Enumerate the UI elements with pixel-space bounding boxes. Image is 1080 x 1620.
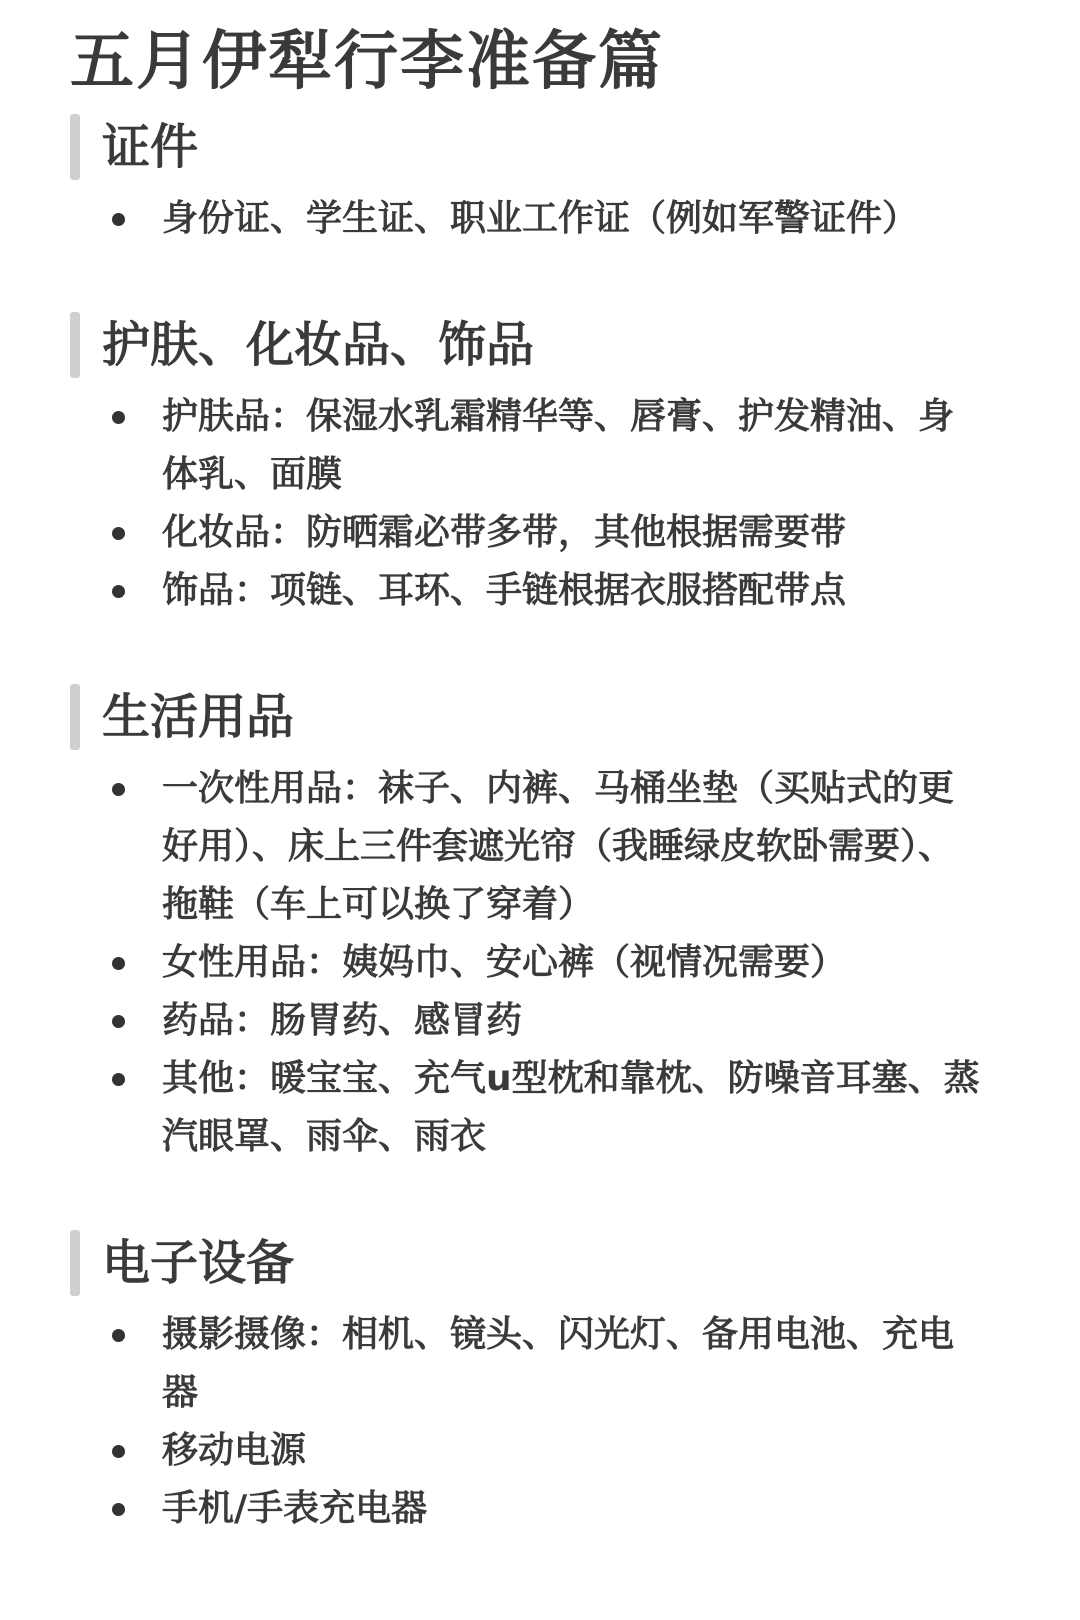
section-skincare (70, 312, 1020, 620)
list-item: 摄影摄像：相机、镜头、闪光灯、备用电池、充电器 (70, 1306, 982, 1422)
item-list (70, 388, 1020, 620)
item-list (70, 1306, 1020, 1538)
list-item: 化妆品：防晒霜必带多带，其他根据需要带 (70, 504, 982, 562)
section-header (70, 684, 1020, 750)
list-item: 女性用品：姨妈巾、安心裤（视情况需要） (70, 934, 982, 992)
section-title: 护肤、化妆品、饰品 (102, 317, 535, 373)
section-title: 证件 (102, 119, 199, 175)
list-item: 护肤品：保湿水乳霜精华等、唇膏、护发精油、身体乳、面膜 (70, 388, 982, 504)
section-header (70, 1230, 1020, 1296)
item-list (70, 190, 1020, 248)
section-accent-bar (70, 114, 80, 180)
section-accent-bar (70, 312, 80, 378)
section-accent-bar (70, 1230, 80, 1296)
section-electronics (70, 1230, 1020, 1538)
section-title: 生活用品 (102, 689, 295, 745)
list-item: 移动电源 (70, 1422, 982, 1480)
section-header (70, 312, 1020, 378)
list-item: 身份证、学生证、职业工作证（例如军警证件） (70, 190, 982, 248)
list-item: 饰品：项链、耳环、手链根据衣服搭配带点 (70, 562, 982, 620)
list-item: 手机/手表充电器 (70, 1480, 982, 1538)
page-title: 五月伊犁行李准备篇 (70, 25, 664, 99)
list-item: 一次性用品：袜子、内裤、马桶坐垫（买贴式的更好用）、床上三件套遮光帘（我睡绿皮软卧需要）、拖鞋（车上可以换了穿着） (70, 760, 982, 934)
section-accent-bar (70, 684, 80, 750)
list-item: 其他：暖宝宝、充气u型枕和靠枕、防噪音耳塞、蒸汽眼罩、雨伞、雨衣 (70, 1050, 982, 1166)
section-documents (70, 114, 1020, 248)
section-title: 电子设备 (102, 1235, 295, 1291)
item-list (70, 760, 1020, 1166)
section-header (70, 114, 1020, 180)
list-item: 药品：肠胃药、感冒药 (70, 992, 982, 1050)
section-daily-goods (70, 684, 1020, 1166)
